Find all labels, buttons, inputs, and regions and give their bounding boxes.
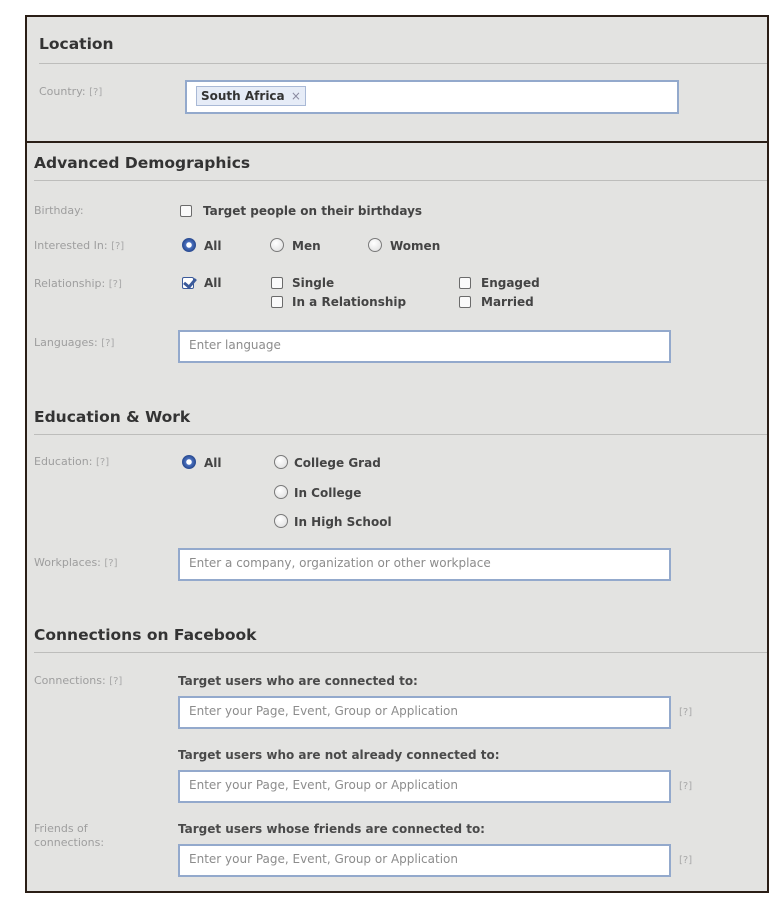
relationship-engaged-label: Engaged bbox=[481, 276, 540, 290]
languages-label-text: Languages: bbox=[34, 336, 98, 349]
education-college-grad-label: College Grad bbox=[294, 456, 381, 470]
birthday-option-label: Target people on their birthdays bbox=[203, 204, 423, 218]
country-label bbox=[39, 85, 102, 100]
relationship-single-checkbox[interactable] bbox=[271, 277, 283, 289]
connections-label bbox=[34, 674, 122, 689]
help-link[interactable]: [?] bbox=[89, 87, 103, 98]
friends-of-connections-label bbox=[34, 822, 104, 850]
help-link[interactable]: [?] bbox=[109, 676, 123, 687]
help-link[interactable]: [?] bbox=[111, 241, 125, 252]
help-link[interactable]: [?] bbox=[679, 707, 693, 718]
education-all-label: All bbox=[204, 456, 222, 470]
help-link[interactable]: [?] bbox=[101, 338, 115, 349]
workplaces-label bbox=[34, 556, 118, 571]
relationship-in-relationship-label: In a Relationship bbox=[292, 295, 407, 309]
friends-label-line-1: Friends of bbox=[34, 822, 88, 835]
interested-in-label-text: Interested In: bbox=[34, 239, 108, 252]
country-input[interactable] bbox=[185, 80, 679, 114]
connections-title: Connections on Facebook bbox=[34, 626, 257, 644]
country-token bbox=[196, 86, 306, 106]
education-high-school-radio[interactable] bbox=[274, 514, 288, 528]
friends-connected-to-heading: Target users whose friends are connected to: bbox=[178, 822, 485, 836]
education-label bbox=[34, 455, 109, 470]
interested-men-label: Men bbox=[292, 239, 321, 253]
interested-all-radio[interactable] bbox=[182, 238, 196, 252]
birthday-checkbox[interactable] bbox=[180, 205, 192, 217]
education-in-college-radio[interactable] bbox=[274, 485, 288, 499]
workplaces-input[interactable]: Enter a company, organization or other workplace bbox=[178, 548, 671, 581]
birthday-label: Birthday: bbox=[34, 204, 84, 217]
country-label-text: Country: bbox=[39, 85, 86, 98]
relationship-label bbox=[34, 277, 122, 292]
help-link[interactable]: [?] bbox=[679, 781, 693, 792]
help-link[interactable]: [?] bbox=[95, 457, 110, 468]
country-token-label: South Africa bbox=[201, 89, 285, 103]
divider bbox=[34, 434, 767, 435]
education-high-school-label: In High School bbox=[294, 515, 392, 529]
friends-label-line-2: connections: bbox=[34, 836, 105, 849]
demographics-title: Advanced Demographics bbox=[34, 154, 251, 172]
targeting-panel bbox=[25, 141, 769, 893]
remove-token-icon[interactable]: × bbox=[290, 89, 301, 103]
relationship-label-text: Relationship: bbox=[34, 277, 106, 290]
connected-to-heading: Target users who are connected to: bbox=[178, 674, 418, 688]
interested-in-label bbox=[34, 239, 124, 254]
location-title: Location bbox=[39, 35, 114, 53]
help-link[interactable]: [?] bbox=[104, 558, 118, 569]
languages-input[interactable]: Enter language bbox=[178, 330, 671, 363]
relationship-engaged-checkbox[interactable] bbox=[459, 277, 471, 289]
education-title: Education & Work bbox=[34, 408, 191, 426]
relationship-single-label: Single bbox=[292, 276, 335, 290]
interested-all-label: All bbox=[204, 239, 222, 253]
divider bbox=[34, 180, 767, 181]
education-all-radio[interactable] bbox=[182, 455, 196, 469]
relationship-married-label: Married bbox=[481, 295, 534, 309]
help-link[interactable]: [?] bbox=[679, 855, 693, 866]
help-link[interactable]: [?] bbox=[108, 279, 122, 290]
divider bbox=[39, 63, 767, 64]
divider bbox=[34, 652, 767, 653]
location-panel bbox=[25, 15, 769, 143]
education-label-text: Education: bbox=[34, 455, 93, 468]
interested-women-radio[interactable] bbox=[368, 238, 382, 252]
education-in-college-label: In College bbox=[294, 486, 362, 500]
languages-label bbox=[34, 336, 114, 351]
interested-men-radio[interactable] bbox=[270, 238, 284, 252]
not-connected-to-input[interactable]: Enter your Page, Event, Group or Application bbox=[178, 770, 671, 803]
relationship-in-relationship-checkbox[interactable] bbox=[271, 296, 283, 308]
connections-label-text: Connections: bbox=[34, 674, 106, 687]
connected-to-input[interactable]: Enter your Page, Event, Group or Application bbox=[178, 696, 671, 729]
interested-women-label: Women bbox=[390, 239, 441, 253]
relationship-all-label: All bbox=[204, 276, 222, 290]
education-college-grad-radio[interactable] bbox=[274, 455, 288, 469]
workplaces-label-text: Workplaces: bbox=[34, 556, 101, 569]
friends-connected-to-input[interactable]: Enter your Page, Event, Group or Application bbox=[178, 844, 671, 877]
relationship-all-checkbox[interactable] bbox=[182, 277, 194, 289]
not-connected-to-heading: Target users who are not already connected to: bbox=[178, 748, 500, 762]
relationship-married-checkbox[interactable] bbox=[459, 296, 471, 308]
